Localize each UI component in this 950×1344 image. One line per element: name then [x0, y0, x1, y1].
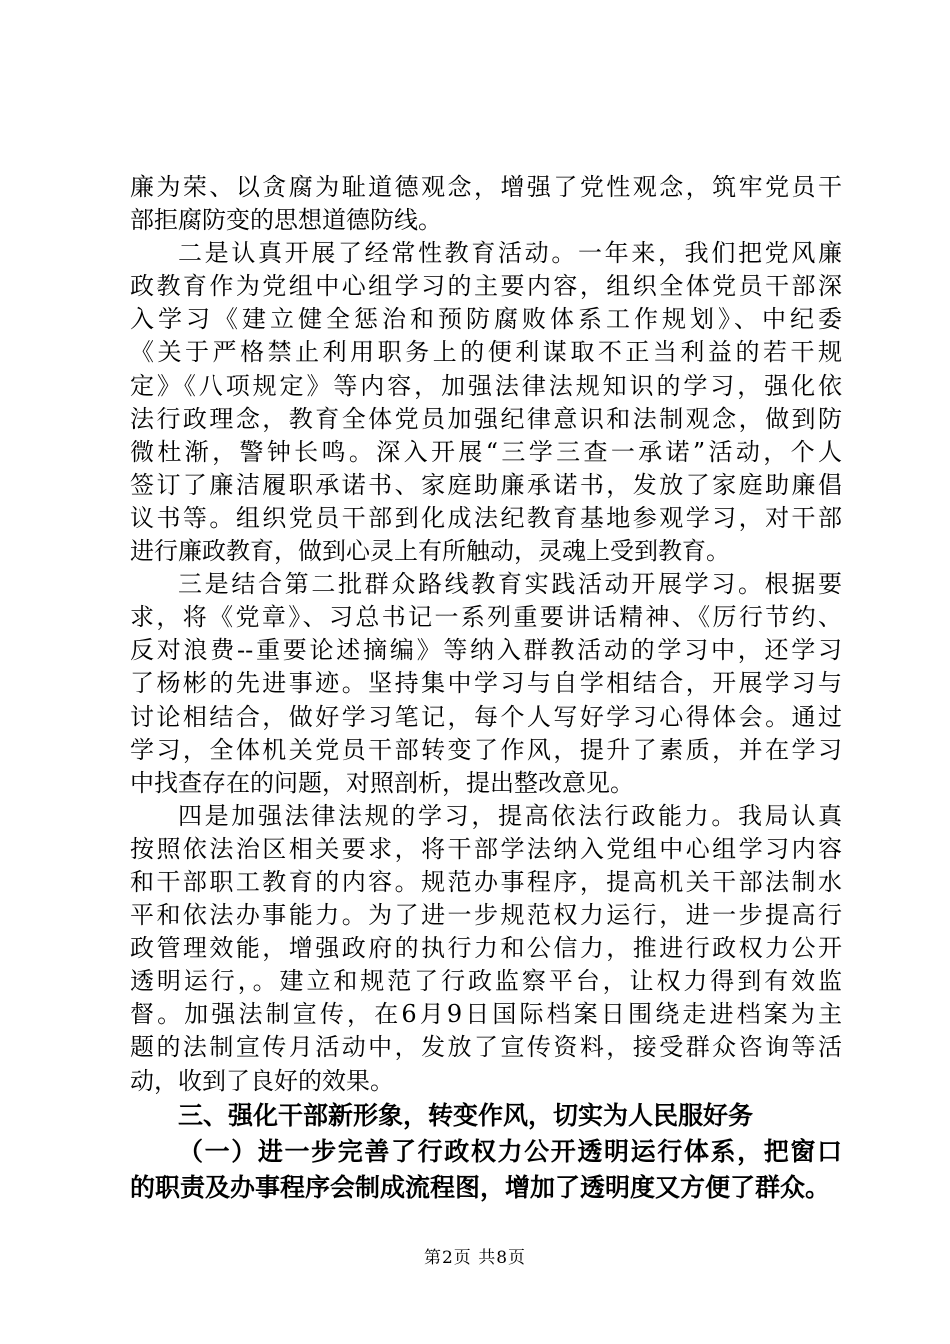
text-line: 按照依法治区相关要求，将干部学法纳入党组中心组学习内容: [130, 834, 842, 863]
text-line: 求，将《党章》、习总书记一系列重要讲话精神、《厉行节约、: [130, 603, 842, 632]
text-line: 了杨彬的先进事迹。坚持集中学习与自学相结合，开展学习与: [130, 669, 842, 698]
text-line: 和干部职工教育的内容。规范办事程序，提高机关干部法制水: [130, 867, 842, 896]
text-line: 《关于严格禁止利用职务上的便利谋取不正当利益的若干规: [130, 338, 842, 367]
document-body: [130, 171, 842, 1206]
text-line: 反对浪费--重要论述摘编》等纳入群教活动的学习中，还学习: [130, 636, 842, 665]
section-heading: 三、强化干部新形象，转变作风，切实为人民服好务: [178, 1100, 754, 1130]
text-line: 三是结合第二批群众路线教育实践活动开展学习。根据要: [178, 570, 842, 599]
text-line: 二是认真开展了经常性教育活动。一年来，我们把党风廉: [178, 239, 842, 268]
text-line: 部拒腐防变的思想道德防线。: [130, 206, 442, 235]
text-line: 定》《八项规定》等内容，加强法律法规知识的学习，强化依: [130, 371, 842, 400]
text-line: 题的法制宣传月活动中，发放了宣传资料，接受群众咨询等活: [130, 1033, 842, 1062]
text-line: 四是加强法律法规的学习，提高依法行政能力。我局认真: [178, 801, 842, 830]
page-number-footer: 第2页 共8页: [423, 1248, 527, 1268]
bold-text-line: （一）进一步完善了行政权力公开透明运行体系，把窗口: [178, 1136, 842, 1166]
text-line: 平和依法办事能力。为了进一步规范权力运行，进一步提高行: [130, 901, 842, 930]
text-line: 动，收到了良好的效果。: [130, 1066, 394, 1095]
text-line: 中找查存在的问题，对照剖析，提出整改意见。: [130, 768, 634, 797]
paragraph: [130, 568, 842, 800]
paragraph: [130, 800, 842, 1098]
paragraph: [130, 171, 842, 237]
text-line: 签订了廉洁履职承诺书、家庭助廉承诺书，发放了家庭助廉倡: [130, 470, 842, 499]
text-line: 微杜渐，警钟长鸣。深入开展“三学三查一承诺”活动，个人: [130, 437, 842, 466]
text-line: 透明运行，。建立和规范了行政监察平台，让权力得到有效监: [130, 967, 842, 996]
paragraph: [130, 237, 842, 568]
bold-text-line: 的职责及办事程序会制成流程图，增加了透明度又方便了群众。: [130, 1172, 831, 1202]
text-line: 进行廉政教育，做到心灵上有所触动，灵魂上受到教育。: [130, 537, 730, 566]
text-line: 政教育作为党组中心组学习的主要内容，组织全体党员干部深: [130, 272, 842, 301]
text-line: 学习，全体机关党员干部转变了作风，提升了素质，并在学习: [130, 735, 842, 764]
text-line: 议书等。组织党员干部到化成法纪教育基地参观学习，对干部: [130, 503, 842, 532]
text-line: 政管理效能，增强政府的执行力和公信力，推进行政权力公开: [130, 934, 842, 963]
text-line: 讨论相结合，做好学习笔记，每个人写好学习心得体会。通过: [130, 702, 842, 731]
text-line: 入学习《建立健全惩治和预防腐败体系工作规划》、中纪委: [130, 305, 842, 334]
bold-paragraph: [130, 1134, 842, 1206]
text-line: 法行政理念，教育全体党员加强纪律意识和法制观念，做到防: [130, 404, 842, 433]
text-line: 廉为荣、以贪腐为耻道德观念，增强了党性观念，筑牢党员干: [130, 173, 842, 201]
text-line: 督。加强法制宣传，在6月9日国际档案日围绕走进档案为主: [130, 1000, 842, 1029]
